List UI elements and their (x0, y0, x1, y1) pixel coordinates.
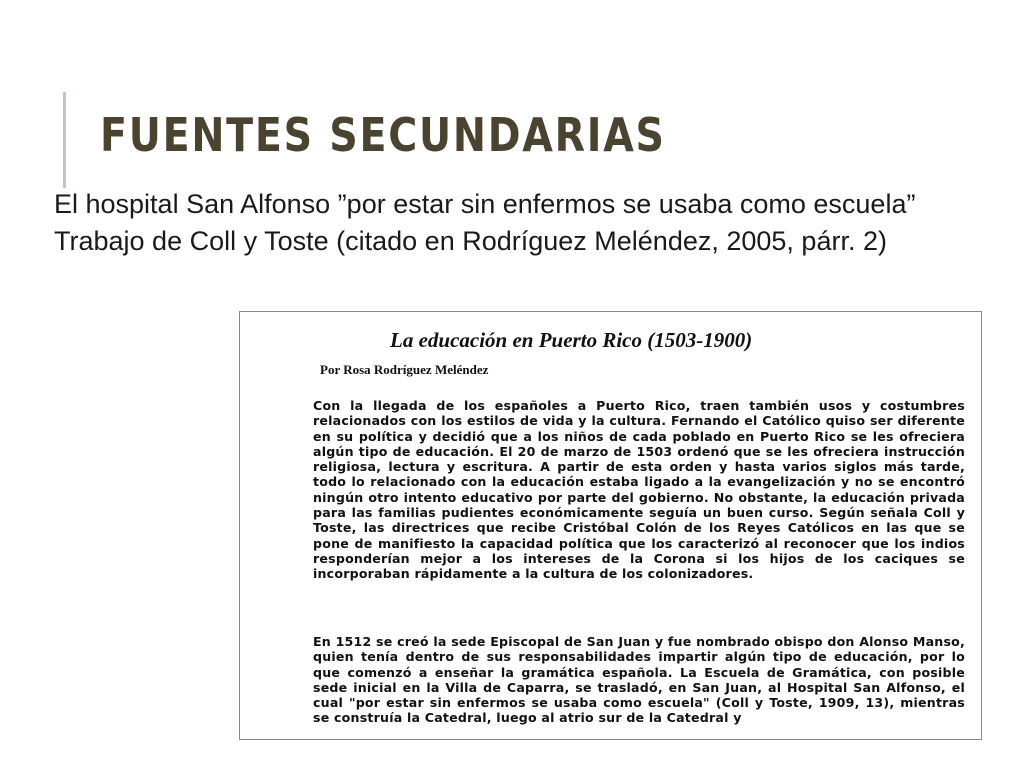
clipping-paragraph-2: En 1512 se creó la sede Episcopal de San Juan y fue nombrado obispo don Alonso Manso, quien tenía dentro de sus responsabilidades impartir algún tipo de educación, por lo que comenzó a enseñar la gramática española. La Escuela de Gramática, con posible sede inicial en la Villa de Caparra, se trasladó, en San Juan, al Hospital San Alfonso, el cual "por estar sin enfermos se usaba como escuela" (Coll y Toste, 1909, 13), mientras se construía la Catedral, luego al atrio sur de la Catedral y (313, 634, 965, 726)
title-accent-line (63, 92, 66, 188)
slide-body-text: El hospital San Alfonso ”por estar sin enfermos se usaba como escuela” Trabajo de Coll y Toste (citado en Rodríguez Meléndez, 2005, párr. 2) (54, 189, 916, 256)
clipping-author: Por Rosa Rodríguez Meléndez (320, 362, 489, 377)
slide-title: FUENTES SECUNDARIAS (100, 108, 666, 162)
clipping-title: La educación en Puerto Rico (1503-1900) (390, 328, 753, 352)
article-clipping-image (239, 311, 982, 740)
clipping-paragraph-1: Con la llegada de los españoles a Puerto Rico, traen también usos y costumbres relacionados con los estilos de vida y la cultura. Fernando el Católico quiso ser diferente en su política y decidió que a los niños de cada poblado en Puerto Rico se les ofreciera algún tipo de educación. El 20 de marzo de 1503 ordenó que se les ofreciera instrucción religiosa, lectura y escritura. A partir de esta orden y hasta varios siglos más tarde, todo lo relacionado con la educación estaba ligado a la evangelización y no se encontró ningún otro intento educativo por parte del gobierno. No obstante, la educación privada para las familias pudientes económicamente seguía un buen curso. Según señala Coll y Toste, las directrices que recibe Cristóbal Colón de los Reyes Católicos en las que se pone de manifiesto la capacidad política que los caracterizó al reconocer que los indios responderían mejor a los intereses de la Corona si los hijos de los caciques se incorporaban rápidamente a la cultura de los colonizadores. (313, 398, 965, 582)
